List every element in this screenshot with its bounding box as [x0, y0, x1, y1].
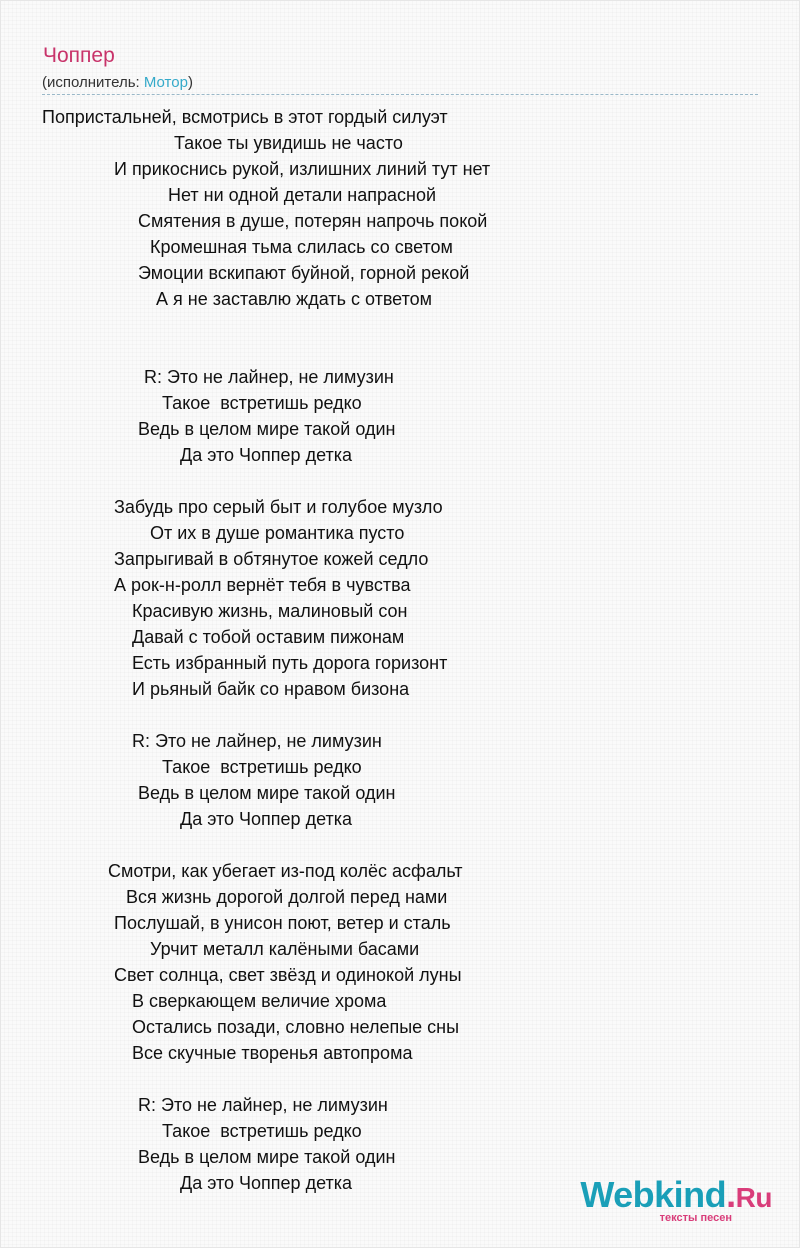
dashed-divider — [42, 94, 758, 95]
lyric-line: И рьяный байк со нравом бизона — [132, 679, 410, 699]
lyric-line: Есть избранный путь дорога горизонт — [132, 653, 448, 673]
lyric-line: Нет ни одной детали напрасной — [168, 185, 437, 205]
song-title: Чоппер — [43, 44, 115, 67]
lyric-line — [0, 1066, 800, 1092]
lyric-line: Запрыгивай в обтянутое кожей седло — [114, 549, 429, 569]
lyric-line: Забудь про серый быт и голубое музло — [114, 497, 443, 517]
lyric-line: Эмоции вскипают буйной, горной рекой — [138, 263, 470, 283]
lyric-line: Смотри, как убегает из-под колёс асфальт — [108, 861, 463, 881]
lyric-line: Остались позади, словно нелепые сны — [132, 1017, 460, 1037]
lyric-line: В сверкающем величие хрома — [132, 991, 387, 1011]
logo-brand: Webkind — [580, 1174, 727, 1215]
lyric-line: Кромешная тьма слилась со светом — [150, 237, 453, 257]
logo-wordmark — [580, 1174, 772, 1216]
lyric-line: А я не заставлю ждать с ответом — [156, 289, 433, 309]
lyrics-block — [0, 104, 800, 1196]
lyric-line: И прикоснись рукой, излишних линий тут нет — [114, 159, 491, 179]
lyric-line: Ведь в целом мире такой один — [138, 1147, 396, 1167]
lyric-line: Ведь в целом мире такой один — [138, 783, 396, 803]
performer-suffix: ) — [187, 74, 193, 91]
lyric-line: R: Это не лайнер, не лимузин — [138, 1095, 388, 1115]
lyric-line: Да это Чоппер детка — [180, 809, 353, 829]
lyric-line: Послушай, в унисон поют, ветер и сталь — [114, 913, 451, 933]
lyric-line: R: Это не лайнер, не лимузин — [144, 367, 394, 387]
lyric-line: Да это Чоппер детка — [180, 445, 353, 465]
performer-prefix: (исполнитель: — [42, 74, 144, 91]
lyric-line: Такое встретишь редко — [162, 757, 362, 777]
performer-line — [42, 73, 193, 93]
lyric-line: Такое встретишь редко — [162, 393, 362, 413]
lyric-line: Такое встретишь редко — [162, 1121, 362, 1141]
site-logo[interactable] — [580, 1174, 772, 1224]
lyric-line: Да это Чоппер детка — [180, 1173, 353, 1193]
lyric-line: Вся жизнь дорогой долгой перед нами — [126, 887, 448, 907]
lyric-line: Такое ты увидишь не часто — [174, 133, 403, 153]
lyric-line: Красивую жизнь, малиновый сон — [132, 601, 408, 621]
lyric-line — [0, 832, 800, 858]
lyric-line: Давай с тобой оставим пижонам — [132, 627, 405, 647]
lyric-line: Все скучные творенья автопрома — [132, 1043, 413, 1063]
lyric-line: Смятения в душе, потерян напрочь покой — [138, 211, 488, 231]
lyric-line: Свет солнца, свет звёзд и одинокой луны — [114, 965, 462, 985]
logo-dot: . — [726, 1174, 736, 1215]
logo-tld: Ru — [735, 1182, 772, 1213]
artist-link[interactable]: Мотор — [143, 74, 188, 91]
lyric-line: Попристальней, всмотрись в этот гордый силуэт — [42, 107, 448, 127]
logo-tagline: тексты песен — [659, 1212, 732, 1224]
lyric-line — [0, 312, 800, 338]
lyric-line — [0, 338, 800, 364]
lyric-line: От их в душе романтика пусто — [150, 523, 405, 543]
lyric-line: Ведь в целом мире такой один — [138, 419, 396, 439]
lyric-line — [0, 702, 800, 728]
lyric-line — [0, 468, 800, 494]
lyric-line: А рок-н-ролл вернёт тебя в чувства — [114, 575, 411, 595]
lyric-line: Урчит металл калёными басами — [150, 939, 420, 959]
lyric-line: R: Это не лайнер, не лимузин — [132, 731, 382, 751]
